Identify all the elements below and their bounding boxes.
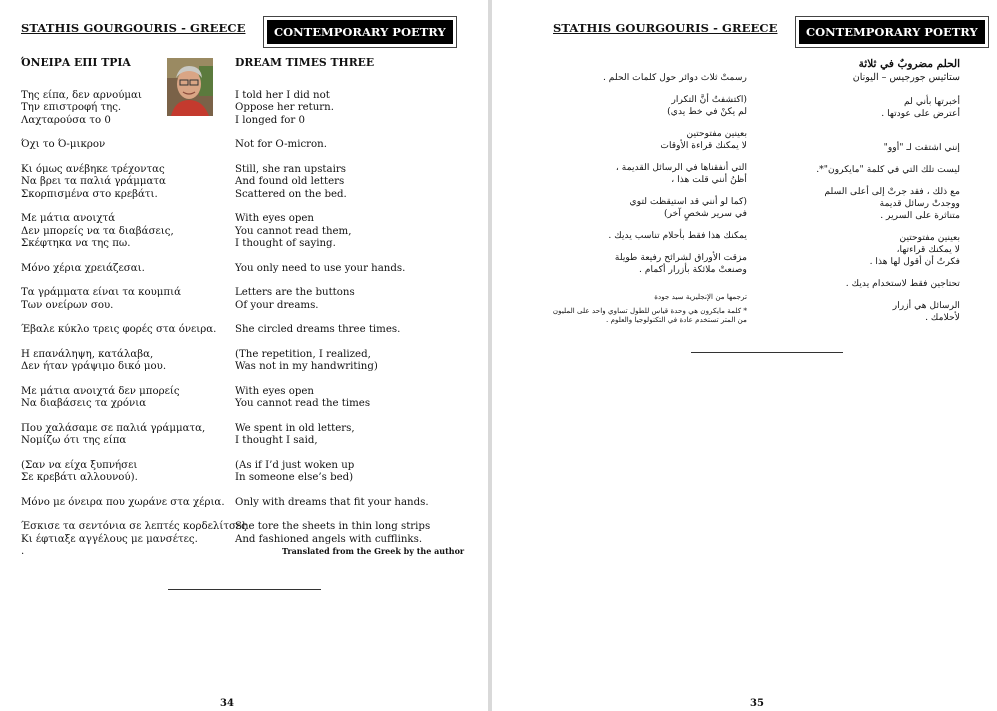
poem-line: Λαχταρούσα το 0 bbox=[21, 114, 111, 126]
poem-line: Σε κρεβάτι αλλουνού). bbox=[21, 472, 138, 483]
english-stanza bbox=[235, 386, 430, 411]
poem-line: Oppose her return. bbox=[235, 102, 334, 113]
english-stanza bbox=[235, 349, 430, 374]
arabic-poem-column-right bbox=[770, 58, 960, 334]
poem-line: Της είπα, δεν αρνούμαι bbox=[21, 89, 142, 101]
poem-line: And fashioned angels with cufflinks. bbox=[235, 533, 423, 545]
poem-line: أخبرتها بأني لم bbox=[904, 96, 960, 107]
greek-stanza bbox=[21, 423, 247, 448]
arabic-stanza bbox=[547, 196, 747, 220]
poem-line: Των ονείρων σου. bbox=[21, 299, 114, 311]
poem-line: Κι έφτιαξε αγγέλους με μανσέτες. bbox=[21, 533, 198, 545]
english-poem-title: DREAM TIMES THREE bbox=[235, 56, 375, 69]
poem-line: Δεν ήταν γράψιμο δικό μου. bbox=[21, 361, 167, 372]
arabic-stanza bbox=[770, 186, 960, 222]
arabic-stanza bbox=[547, 252, 747, 276]
poem-line: I thought I said, bbox=[235, 435, 318, 446]
poem-line: You cannot read the times bbox=[235, 398, 371, 409]
greek-stanza bbox=[21, 349, 247, 374]
arabic-stanza bbox=[547, 128, 747, 152]
end-rule bbox=[168, 589, 321, 590]
english-poem bbox=[235, 57, 430, 558]
poem-line: Only with dreams that fit your hands. bbox=[235, 496, 429, 508]
arabic-stanza bbox=[547, 162, 747, 186]
poem-line: Was not in my handwriting) bbox=[235, 361, 378, 372]
page-34 bbox=[0, 0, 488, 711]
poem-line: إنني اشتقت لـ "أوو" bbox=[883, 142, 960, 153]
greek-stanza bbox=[21, 287, 247, 312]
poem-line: With eyes open bbox=[235, 385, 314, 397]
arabic-stanza bbox=[770, 164, 960, 176]
poem-line: Όχι το Ό-μικρον bbox=[21, 139, 106, 150]
poem-line: رسمتْ ثلاث دوائر حول كلمات الحلم . bbox=[602, 72, 747, 83]
poem-line bbox=[770, 120, 960, 132]
poem-line: في سرير شخصٍ آخر) bbox=[664, 208, 747, 219]
english-stanza bbox=[235, 263, 430, 276]
poem-line: Η επανάληψη, κατάλαβα, bbox=[21, 348, 154, 360]
english-stanza bbox=[235, 497, 430, 510]
poem-line: Δεν μπορείς να τα διαβάσεις, bbox=[21, 225, 174, 237]
poem-line: لأحلامك . bbox=[925, 312, 960, 323]
english-stanza bbox=[235, 287, 430, 312]
poem-line: Με μάτια ανοιχτά δεν μπορείς bbox=[21, 385, 180, 397]
greek-stanza bbox=[21, 139, 247, 152]
poem-line: Που χαλάσαμε σε παλιά γράμματα, bbox=[21, 422, 206, 434]
poem-line: Κι όμως ανέβηκε τρέχοντας bbox=[21, 163, 165, 175]
poem-line: Letters are the buttons bbox=[235, 287, 355, 298]
poem-line: In someone else’s bed) bbox=[235, 472, 354, 483]
english-stanza bbox=[235, 423, 430, 448]
arabic-stanza bbox=[770, 96, 960, 132]
arabic-poem-title: الحلم مضروبٌ في ثلاثة bbox=[858, 58, 960, 70]
poem-line: Σκορπισμένα στο κρεβάτι. bbox=[21, 188, 158, 200]
poem-line: Να διαβάσεις τα χρόνια bbox=[21, 398, 147, 409]
header-author: STATHIS GOURGOURIS - GREECE bbox=[553, 21, 778, 35]
poem-line: (كما لو أنني قد استيقظت لتوي bbox=[629, 196, 747, 207]
poem-line: Scattered on the bed. bbox=[235, 188, 347, 200]
poem-line: (As if I’d just woken up bbox=[235, 459, 355, 471]
end-rule bbox=[691, 352, 843, 353]
poem-line: I longed for 0 bbox=[235, 114, 306, 126]
arabic-stanza bbox=[547, 94, 747, 118]
poem-line: Of your dreams. bbox=[235, 299, 319, 311]
translator-credit: ترجمها من الإنجليزية سيد جودة bbox=[654, 292, 747, 301]
poem-line: Still, she ran upstairs bbox=[235, 163, 346, 175]
english-stanza bbox=[235, 90, 430, 128]
poem-line: Νομίζω ότι της είπα bbox=[21, 435, 127, 446]
arabic-stanza bbox=[770, 142, 960, 154]
greek-stanza bbox=[21, 324, 247, 337]
greek-stanza bbox=[21, 386, 247, 411]
poem-line: . bbox=[21, 546, 25, 557]
greek-stanza bbox=[21, 213, 247, 251]
poem-line: Not for O-micron. bbox=[235, 139, 327, 150]
poem-line: We spent in old letters, bbox=[235, 422, 355, 434]
poem-line: (The repetition, I realized, bbox=[235, 348, 371, 360]
poem-line: فكرتُ أن أقول لها هذا . bbox=[869, 256, 960, 267]
poem-line: Έβαλε κύκλο τρεις φορές στα όνειρα. bbox=[21, 324, 217, 335]
poem-line: أظنُ أنني قلت هذا ، bbox=[671, 174, 747, 185]
greek-stanza bbox=[21, 263, 247, 276]
poem-line: She tore the sheets in thin long strips bbox=[235, 521, 431, 532]
header-section-label: CONTEMPORARY POETRY bbox=[799, 20, 985, 44]
poem-line: I thought of saying. bbox=[235, 238, 336, 249]
greek-poem bbox=[21, 57, 247, 571]
poem-line: التي أنفقناها في الرسائل القديمة ، bbox=[615, 162, 747, 173]
poem-line: Με μάτια ανοιχτά bbox=[21, 213, 116, 224]
poem-line: تحتاجين فقط لاستخدام يديك . bbox=[845, 278, 960, 289]
greek-stanza bbox=[21, 90, 247, 128]
poem-line: (Σαν να είχα ξυπνήσει bbox=[21, 459, 138, 471]
poem-line: الرسائل هي أزرار bbox=[892, 300, 960, 311]
poem-line: ووجدتْ رسائل قديمة bbox=[879, 198, 960, 209]
english-stanza bbox=[235, 460, 430, 485]
page-35 bbox=[492, 0, 997, 711]
poem-line: Τα γράμματα είναι τα κουμπιά bbox=[21, 287, 181, 298]
poem-line: لا يمكنك قراءتها، bbox=[896, 244, 960, 255]
poem-line: Την επιστροφή της. bbox=[21, 102, 122, 113]
greek-stanza bbox=[21, 164, 247, 202]
greek-stanza bbox=[21, 460, 247, 485]
greek-stanza bbox=[21, 497, 247, 510]
poem-line: Μόνο με όνειρα που χωράνε στα χέρια. bbox=[21, 496, 225, 508]
poem-line: You only need to use your hands. bbox=[235, 262, 406, 274]
poem-line: مزقت الأوراق لشرائح رفيعة طويلة bbox=[614, 252, 747, 263]
poem-line: With eyes open bbox=[235, 213, 314, 224]
english-stanza bbox=[235, 139, 430, 152]
poem-line: (اكتشفتُ أنَّ التكرار bbox=[671, 94, 747, 105]
header-section-box bbox=[795, 16, 989, 48]
poem-line: And found old letters bbox=[235, 176, 345, 187]
english-stanza bbox=[235, 521, 430, 546]
poem-line: Σκέφτηκα να της πω. bbox=[21, 238, 131, 249]
page-number: 34 bbox=[220, 698, 234, 709]
author-photo bbox=[167, 58, 213, 116]
poem-line: لا يمكنك قراءة الأوقات bbox=[660, 140, 747, 151]
poem-line: You cannot read them, bbox=[235, 225, 352, 237]
poem-line: She circled dreams three times. bbox=[235, 324, 401, 335]
header-section-label: CONTEMPORARY POETRY bbox=[267, 20, 453, 44]
english-stanza bbox=[235, 213, 430, 251]
greek-stanza bbox=[21, 521, 247, 559]
poem-line: I told her I did not bbox=[235, 89, 330, 101]
poem-line: أعترض على عودتها . bbox=[881, 108, 960, 119]
poem-line: مع ذلك ، فقد جرتْ إلى أعلى السلم bbox=[824, 186, 960, 197]
poem-line: بعينين مفتوحتين bbox=[899, 232, 960, 243]
arabic-stanza bbox=[770, 278, 960, 290]
arabic-stanza bbox=[770, 300, 960, 324]
arabic-author-line: ستاثيس جورجيس – اليونان bbox=[852, 72, 960, 83]
footnote: * كلمة مايكرون هي وحدة قياس للطول تساوي واحد على المليون من المتر تستخدم عادة في التكنولوجيا والعلوم . bbox=[552, 306, 747, 324]
arabic-stanza bbox=[547, 230, 747, 242]
author-portrait-image bbox=[167, 58, 213, 116]
translation-credit: Translated from the Greek by the author bbox=[282, 546, 465, 556]
poem-line: Έσκισε τα σεντόνια σε λεπτές κορδελίτσες bbox=[21, 521, 247, 532]
poem-line: ليست تلك التي في كلمة "مايكرون"*. bbox=[816, 164, 960, 175]
poem-line: متناثرة على السرير . bbox=[880, 210, 960, 221]
english-stanza bbox=[235, 164, 430, 202]
poem-line: Μόνο χέρια χρειάζεσαι. bbox=[21, 262, 145, 274]
header-author: STATHIS GOURGOURIS - GREECE bbox=[21, 21, 246, 35]
poem-line: بعينين مفتوحتين bbox=[686, 128, 747, 139]
english-stanza bbox=[235, 324, 430, 337]
page-number: 35 bbox=[750, 698, 764, 709]
greek-poem-title: ΌΝΕΙΡΑ ΕΠΙ ΤΡΙΑ bbox=[21, 56, 131, 69]
header-section-box bbox=[263, 16, 457, 48]
arabic-stanza bbox=[770, 232, 960, 268]
poem-line: وصنعتْ ملائكة بأزرار أكمام . bbox=[639, 264, 747, 275]
arabic-poem-column-left bbox=[547, 72, 747, 286]
poem-line: لم يكنْ في خط يدي) bbox=[667, 106, 747, 117]
poem-line: Να βρει τα παλιά γράμματα bbox=[21, 176, 166, 187]
poem-line: يمكنك هذا فقط بأحلام تناسب يديك . bbox=[608, 230, 747, 241]
arabic-stanza bbox=[547, 72, 747, 84]
